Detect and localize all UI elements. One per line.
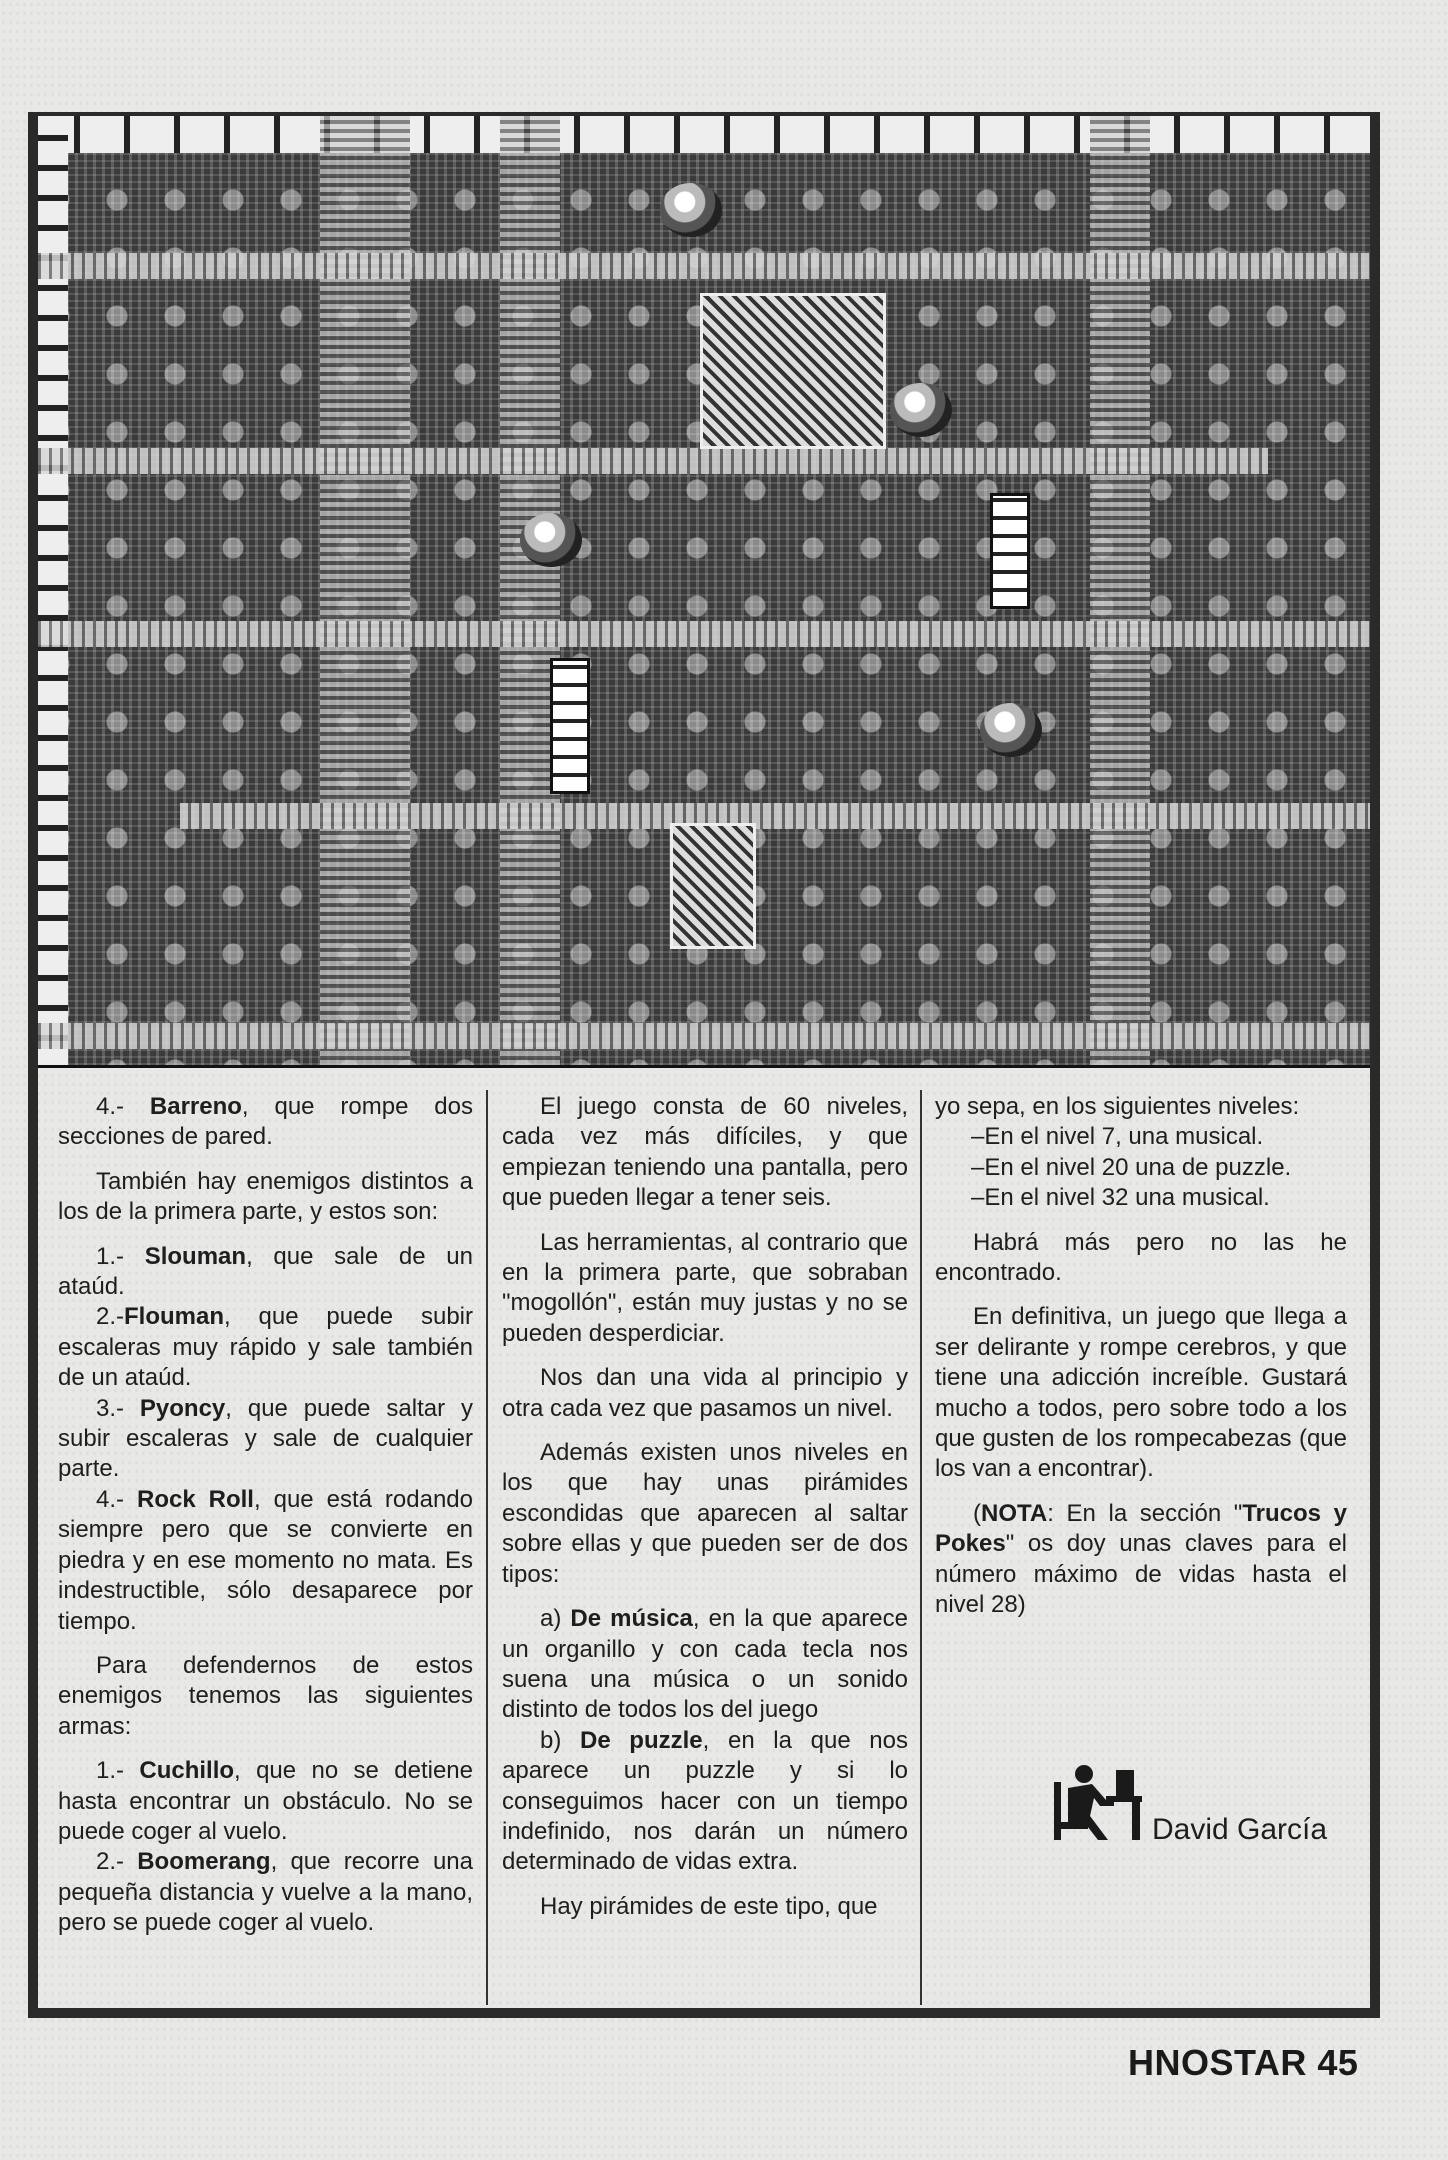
paragraph-boomerang: 2.- Boomerang, que recorre una pequeña distancia y vuelve a la mano, pero se puede coger al vuelo. [58, 1848, 473, 1937]
author-signature [1054, 1764, 1327, 1845]
paragraph-slouman: 1.- Slouman, que sale de un ataúd. [58, 1242, 473, 1301]
paragraph-puzzle-pyramid: b) De puzzle, en la que nos aparece un puzzle y si lo conseguimos hacer con un tiempo indefinido, nos darán un número determinado de vidas extra. [502, 1726, 909, 1876]
person-at-computer-icon [1054, 1764, 1142, 1845]
author-name: David García [1152, 1813, 1328, 1846]
list-item: –En el nivel 32 una musical. [971, 1184, 1270, 1212]
page-footer [1128, 2042, 1358, 2084]
paragraph-pyramids: Además existen unos niveles en los que hay unas pirámides escondidas que aparecen al saltar sobre ellas y que pueden ser de dos tipos: [502, 1439, 908, 1588]
list-item: –En el nivel 7, una musical. [971, 1123, 1264, 1151]
page-number: 45 [1317, 2042, 1359, 2083]
list-item: –En el nivel 20 una de puzzle. [971, 1153, 1292, 1181]
paragraph-lives: Nos dan una vida al principio y otra cada vez que pasamos un nivel. [502, 1364, 908, 1422]
paragraph-tools: Las herramientas, al contrario que en la primera parte, que sobraban "mogollón", están muy justas y no se pueden desperdiciar. [502, 1228, 908, 1347]
paragraph-barreno: 4.- Barreno, que rompe dos secciones de pared. [58, 1093, 473, 1151]
paragraph-conclusion: En definitiva, un juego que llega a ser delirante y rompe cerebros, y que tiene una adicción increíble. Gustará mucho a todos, pero sobre todo a los que gusten de los rompecabezas (que los van a encontrar). [935, 1303, 1347, 1483]
paragraph-weapons-intro: Para defendernos de estos enemigos tenemos las siguientes armas: [58, 1651, 473, 1740]
column-divider [486, 1090, 488, 2005]
paragraph-flouman: 2.-Flouman, que puede subir escaleras muy rápido y sale también de un ataúd. [58, 1303, 473, 1392]
article-column-3 [935, 1092, 1347, 1621]
paragraph-levels: El juego consta de 60 niveles, cada vez más difíciles, y que empiezan teniendo una pantalla, pero que pueden llegar a tener seis. [502, 1093, 908, 1212]
paragraph-levels-list-intro: yo sepa, en los siguientes niveles: [935, 1093, 1300, 1120]
article-column-1 [58, 1092, 473, 1939]
paragraph-rock-roll: 4.- Rock Roll, que está rodando siempre pero que se convierte en piedra y en ese momento no mata. Es indestructible, sólo desaparece por tiempo. [58, 1485, 474, 1635]
paragraph-pyramid-types: Hay pirámides de este tipo, que [540, 1892, 878, 1920]
column-divider [920, 1090, 922, 2005]
magazine-name: HNOSTAR [1128, 2042, 1307, 2083]
paragraph-more-levels: Habrá más pero no las he encontrado. [935, 1228, 1347, 1287]
paragraph-pyoncy: 3.- Pyoncy, que puede saltar y subir escaleras y sale de cualquier parte. [58, 1394, 473, 1483]
paragraph-music-pyramid: a) De música, en la que aparece un organillo y con cada tecla nos suena una música o un sonido distinto de todos los del juego [502, 1605, 908, 1724]
paragraph-nota: (NOTA: En la sección "Trucos y Pokes" os doy unas claves para el número máximo de vidas hasta el nivel 28) [935, 1499, 1347, 1619]
paragraph-cuchillo: 1.- Cuchillo, que no se detiene hasta encontrar un obstáculo. No se puede coger al vuelo. [58, 1757, 473, 1845]
paragraph-enemies-intro: También hay enemigos distintos a los de la primera parte, y estos son: [58, 1167, 473, 1226]
article-column-2 [502, 1092, 908, 1922]
